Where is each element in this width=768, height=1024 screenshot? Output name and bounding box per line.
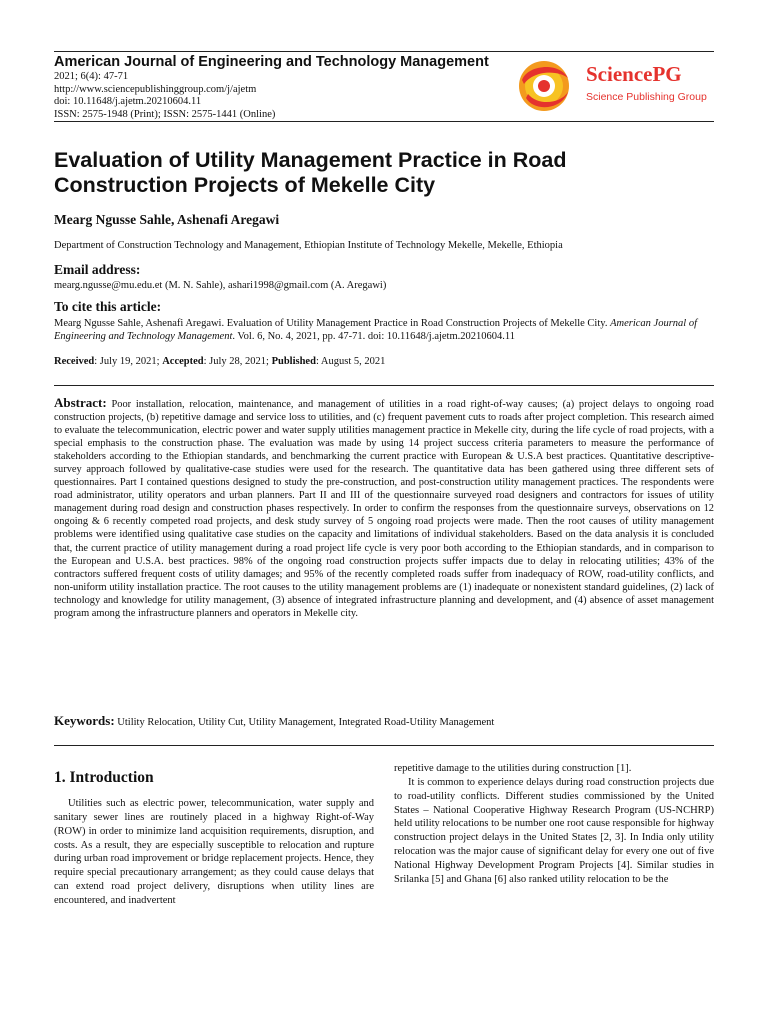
section-heading-introduction: 1. Introduction <box>54 769 154 786</box>
sciencepg-logo <box>514 58 714 114</box>
body-paragraph: repetitive damage to the utilities during construction [1]. <box>394 763 632 774</box>
email-heading: Email address: <box>54 262 141 277</box>
abstract-top-rule <box>54 385 714 386</box>
header-bottom-rule <box>54 121 714 122</box>
right-column <box>394 762 714 887</box>
accepted-label: Accepted <box>162 356 204 367</box>
abstract <box>54 396 714 620</box>
authors: Mearg Ngusse Sahle, Ashenafi Aregawi <box>54 212 280 227</box>
title-line: Construction Projects of Mekelle City <box>54 173 436 197</box>
keywords-text: Utility Relocation, Utility Cut, Utility Management, Integrated Road-Utility Management <box>114 717 495 728</box>
keywords <box>54 713 494 729</box>
journal-name: American Journal of Engineering and Technology Management <box>54 54 489 70</box>
citation <box>54 317 714 343</box>
body-paragraph: It is common to experience delays during road construction projects due to road-utility conflicts. Different studies commissioned by the United States – National Cooperative Highway Research Program (US-NCHRP) held utility relocations to be number one root cause responsible for highway construction project delays in the United States [2, 3]. In India only utility relocation was the major cause of significant delay for every one out of five National Highway Development Program Projects [4]. Similar studies in Srilanka [5] and Ghana [6] also ranked utility relocation to be the <box>394 776 714 885</box>
journal-volume: 2021; 6(4): 47-71 <box>54 71 129 82</box>
header-top-rule <box>54 51 714 52</box>
article-dates <box>54 355 714 368</box>
published-date: : August 5, 2021 <box>315 356 386 367</box>
email-text: mearg.ngusse@mu.edu.et (M. N. Sahle), ashari1998@gmail.com (A. Aregawi) <box>54 280 387 291</box>
journal-meta <box>54 71 275 121</box>
cite-heading: To cite this article: <box>54 299 162 314</box>
accepted-date: : July 28, 2021; <box>203 356 272 367</box>
abstract-text: Poor installation, relocation, maintenance, and management of utilities in a road right-of-way causes; (a) project delays to ongoing road construction projects, (b) repetitive damage and service loss to utilities, and (c) frequent pavement cuts to roads after project completion. This research aimed to evaluate the telecommunication, electric power and water supply utilities management practice in Mekelle city, during the life cycle of road projects, with a special emphasis to the construction phase. The evaluation was made by using 14 project success criteria parameters to measure the performance of stakeholders according to the Ethiopian standards, and benchmarking the current practice with European & U.S.A best practices. Quantitative descriptive-survey approach followed by qualitative-case studies were used for the research. The quantitative data has been gathered using three different sets of questionnaires. Part I contained questions designed to study the pre-construction, and post-construction utility management practices. The respondents were road administrator, utility operators and urban planners. Part II and III of the questionnaire surveyed road designers and contractors for issues of utility management during road design and construction phases respectively. In order to confirm the responses from the questionnaire surveys, observations on 12 ongoing & 6 recently competed road projects, and desk study survey of 5 ongoing road projects were made. Then the root causes of utility management problems were identified using qualitative case studies on the capacity and limitations of individual stakeholders. Based on the data analysis it is concluded that, the current practice of utility management during a road project life cycle is very poor both according to the Ethiopian standards, and in comparison to the European and U.S.A. best practices. 98% of the ongoing road construction projects suffer impacts due to delay in relocating utilities; 43% of the contractors suffered frequent costs of utility damages; and 95% of the recently completed roads suffer from inadequacy of ROW, road-utility conflicts, and non-uniform utility installation practice. The root causes to the utility management problems are (1) inadequate or nonexistent standard guidelines, (2) lack of technology and knowledge for utility management, (3) absence of integrated infrastructure planning and development, and (4) absence of asset management program among the infrastructure planners and operators in Mekelle city. <box>54 399 714 619</box>
left-column <box>54 797 374 908</box>
sciencepg-swirl-icon <box>514 58 574 114</box>
journal-issn: ISSN: 2575-1948 (Print); ISSN: 2575-1441 (Online) <box>54 108 276 120</box>
received-label: Received <box>54 356 95 367</box>
citation-journal: American Journal of Engineering and Technology Management <box>54 318 697 342</box>
published-label: Published <box>271 356 316 367</box>
title-line: Evaluation of Utility Management Practice in Road <box>54 148 567 172</box>
journal-doi: doi: 10.11648/j.ajetm.20210604.11 <box>54 96 202 107</box>
keywords-label: Keywords: <box>54 713 115 728</box>
logo-name: SciencePG <box>586 62 682 86</box>
article-title <box>54 148 674 198</box>
received-date: : July 19, 2021; <box>94 356 163 367</box>
journal-url[interactable]: http://www.sciencepublishinggroup.com/j/ajetm <box>54 83 257 95</box>
abstract-label: Abstract: <box>54 395 107 410</box>
citation-plain: Mearg Ngusse Sahle, Ashenafi Aregawi. Evaluation of Utility Management Practice in Road Construction Projects of Mekelle City. <box>54 318 611 329</box>
abstract-bottom-rule <box>54 745 714 746</box>
citation-tail: . Vol. 6, No. 4, 2021, pp. 47-71. doi: 10.11648/j.ajetm.20210604.11 <box>232 331 515 342</box>
logo-subtitle: Science Publishing Group <box>586 91 707 103</box>
body-paragraph: Utilities such as electric power, telecommunication, water supply and sanitary sewer lines are routinely placed in a highway Right-of-Way (ROW) in order to minimize land acquisition requirements, disruption, and costs. As a result, they are especially susceptible to relocation and rupture during urban road improvement or bridge replacement projects. Hence, they require special precautionary arrangement; as they could cause delays that can extend road project delivery, disruptions when utility lines are encountered, and inadvertent <box>54 798 374 906</box>
affiliation: Department of Construction Technology and Management, Ethiopian Institute of Technology Mekelle, Mekelle, Ethiopia <box>54 240 563 251</box>
